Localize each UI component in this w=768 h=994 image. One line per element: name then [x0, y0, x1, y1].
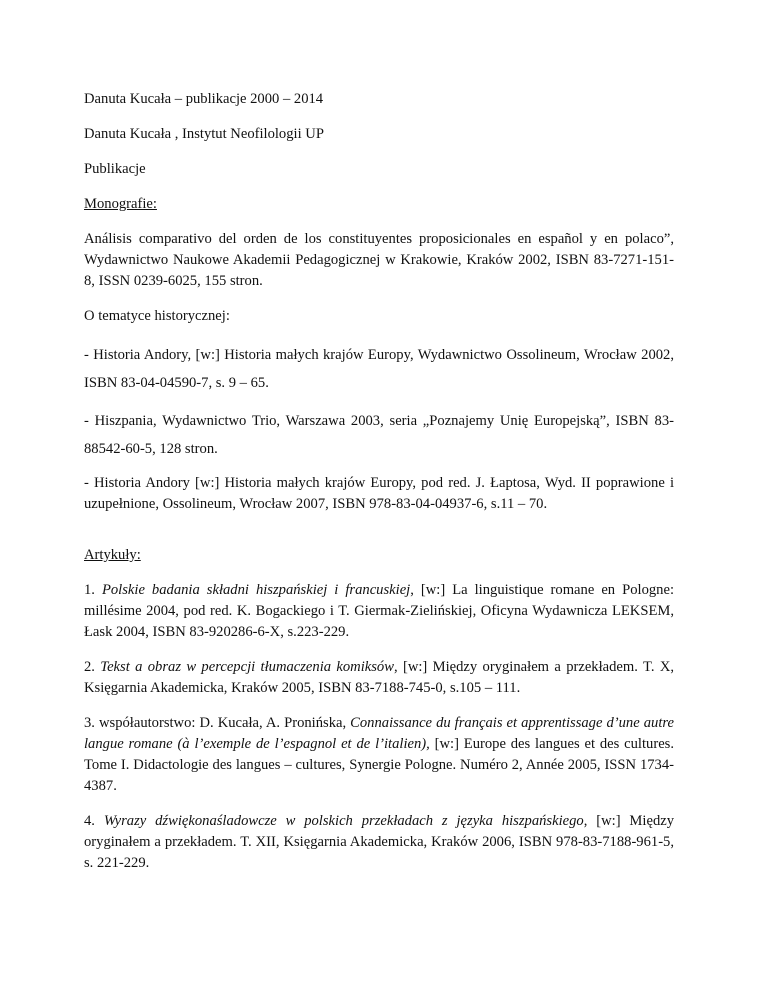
article-item — [84, 657, 674, 699]
article-title: Connaissance du français et apprentissage d’une autre langue romane (à l’exemple de l’espagnol et de l’italien), — [84, 715, 674, 752]
history-item: - Historia Andory [w:] Historia małych krajów Europy, pod red. J. Łaptosa, Wyd. II poprawione i uzupełnione, Ossolineum, Wrocław 2007, ISBN 978-83-04-04937-6, s.11 – 70. — [84, 475, 674, 512]
article-details: , [w:] Między oryginałem a przekładem. T. XII, Księgarnia Akademicka, Kraków 2006, ISBN 978-83-7188-961-5, s. 221-229. — [84, 813, 675, 871]
history-item: - Historia Andory, [w:] Historia małych krajów Europy, Wydawnictwo Ossolineum, Wrocław 2002, ISBN 83-04-04590-7, s. 9 – 65. — [84, 347, 674, 391]
article-prefix: 1. — [84, 582, 102, 598]
article-prefix: 2. — [84, 659, 101, 675]
article-title: Polskie badania składni hiszpańskiej i francuskiej — [101, 582, 411, 598]
heading-artykuly: Artykuły: — [84, 547, 141, 563]
section-label-publikacje: Publikacje — [84, 161, 146, 177]
article-item — [84, 580, 674, 643]
article-prefix: 3. współautorstwo: D. Kucała, A. Pronińska, — [84, 715, 351, 731]
heading-historyczne: O tematyce historycznej: — [84, 308, 230, 324]
document-body — [84, 89, 674, 874]
article-details: [w:] Europe des langues et des cultures. Tome I. Didactologie des langues – cultures, Synergie Pologne. Numéro 2, Année 2005, ISSN 1734-4387. — [84, 736, 674, 794]
heading-monografie: Monografie: — [84, 196, 157, 212]
article-item — [84, 811, 674, 874]
article-details: , [w:] Między oryginałem a przekładem. T. X, Księgarnia Akademicka, Kraków 2005, ISBN 83-7188-745-0, s.105 – 111. — [84, 659, 675, 696]
author-affiliation: Danuta Kucała , Instytut Neofilologii UP — [84, 126, 324, 142]
history-item: - Hiszpania, Wydawnictwo Trio, Warszawa 2003, seria „Poznajemy Unię Europejską”, ISBN 83-88542-60-5, 128 stron. — [84, 413, 674, 457]
article-item — [84, 713, 674, 797]
monograph-entry: Análisis comparativo del orden de los constituyentes proposicionales en español y en polaco”, Wydawnictwo Naukowe Akademii Pedagogicznej w Krakowie, Kraków 2002, ISBN 83-7271-151-8, ISSN 0239-6025, 155 stron. — [84, 231, 674, 289]
article-prefix: 4. — [84, 813, 104, 829]
article-title: Wyrazy dźwiękonaśladowcze w polskich przekładach z języka hiszpańskiego — [103, 813, 584, 829]
article-title: Tekst a obraz w percepcji tłumaczenia komiksów — [100, 659, 394, 675]
document-title: Danuta Kucała – publikacje 2000 – 2014 — [84, 91, 324, 107]
article-details: , [w:] La linguistique romane en Pologne: millésime 2004, pod red. K. Bogackiego i T. Giermak-Zielińskiej, Oficyna Wydawnicza LEKSEM, Łask 2004, ISBN 83-920286-6-X, s.223-229. — [84, 582, 675, 640]
